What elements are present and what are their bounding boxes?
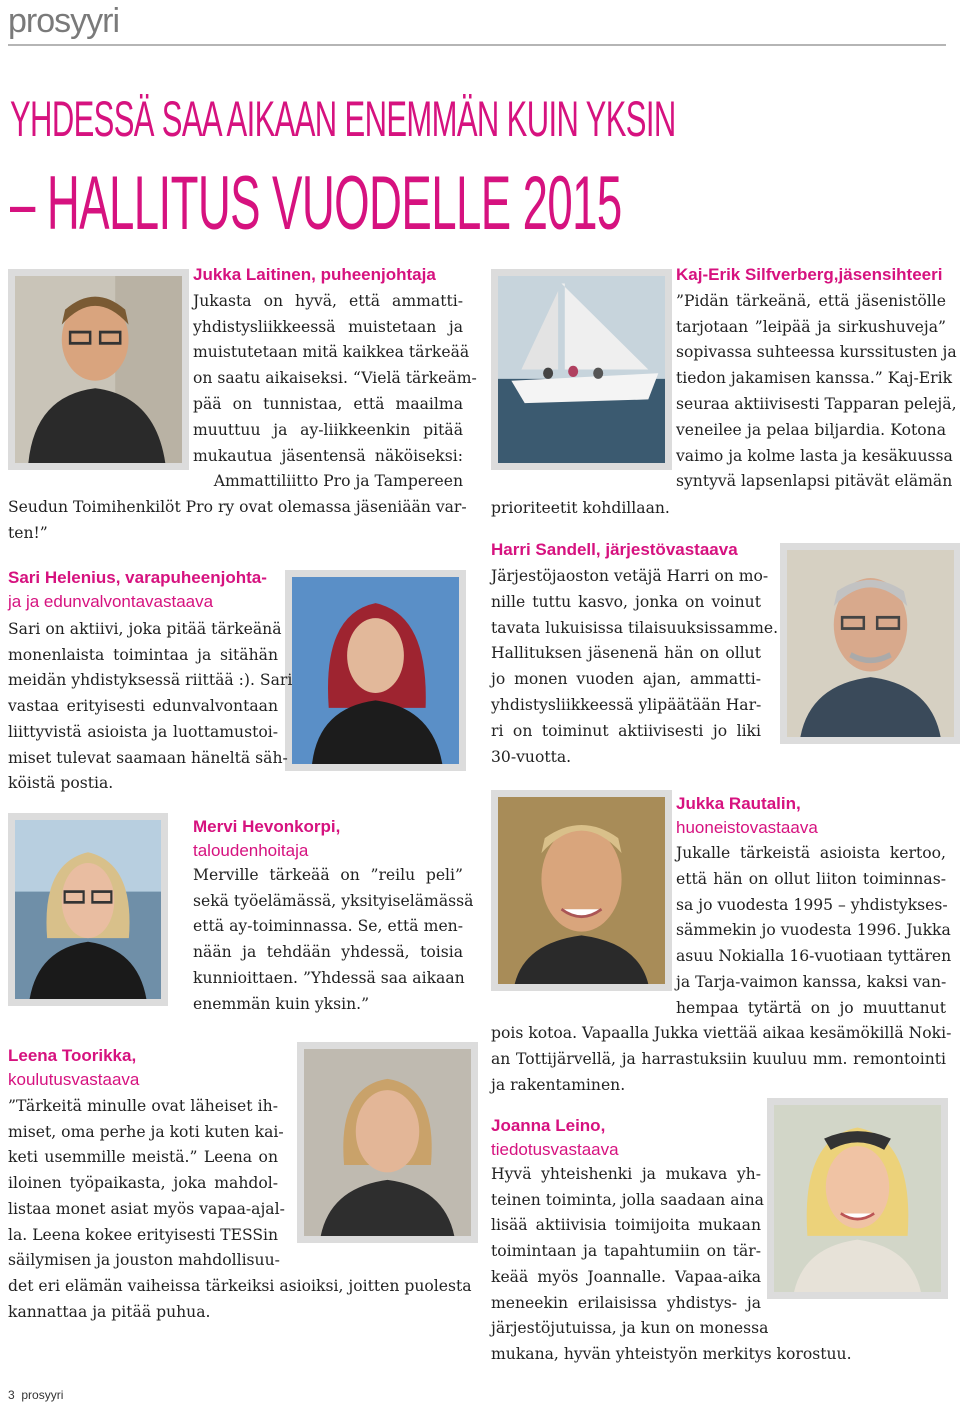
bio-line: mukautua jäsentensä näköiseksi: <box>193 447 463 465</box>
bio-line: an Tottijärvellä, ja harrastuksiin kuuluu mm. remontointi <box>491 1050 946 1068</box>
bio-line: Merville tärkeää on ”reilu peli” <box>193 866 463 884</box>
bio-line: ten!” <box>8 524 48 542</box>
bio-line: nään ja tehdään yhdessä, toisia <box>193 943 463 961</box>
member-name <box>193 263 436 287</box>
bio-line: mukana, hyvän yhteistyön merkitys korostuu. <box>491 1345 852 1363</box>
member-role: koulutusvastaava <box>8 1070 140 1089</box>
photo-harri-sandell <box>780 543 960 744</box>
name-text: Jukka Laitinen, <box>193 265 316 284</box>
bio-line: köistä postia. <box>8 774 114 792</box>
member-role: puheenjohtaja <box>320 265 436 284</box>
bio-line: keää myös Joannalle. Vapaa-aika <box>491 1268 761 1286</box>
bio-line: syntyvä lapsenlapsi pitävät elämän <box>676 472 953 490</box>
member-role-continued: ja ja edunvalvontavastaava <box>8 592 214 611</box>
member-role: tiedotusvastaava <box>491 1140 619 1159</box>
photo-sari-helenius <box>285 570 466 771</box>
bio-line: yhdistysliikkeessä ylipäätään Har- <box>491 696 762 714</box>
portrait-woman-icon <box>304 1049 471 1236</box>
bio-line: ja rakentaminen. <box>491 1076 626 1094</box>
member-role: varapuheenjohta- <box>125 568 267 587</box>
bio-line: säilymisen ja jouston mahdollisuu- <box>8 1251 280 1269</box>
bio-line: Järjestöjaoston vetäjä Harri on mo- <box>491 567 769 585</box>
bio-line: muistutetaan mitä kaikkea tärkeää <box>193 343 470 361</box>
bio-line: vastaa erityisesti edunvalvontaan <box>8 697 278 715</box>
page-number: 3 <box>8 1388 15 1402</box>
bio-line: Hallituksen jäsenenä hän on ollut <box>491 644 761 662</box>
page-subtitle: – HALLITUS VUODELLE 2015 <box>10 161 622 246</box>
photo-kaj-erik-silfverberg <box>491 269 672 470</box>
bio-line: enemmän kuin yksin.” <box>193 995 370 1013</box>
member-role: taloudenhoitaja <box>193 841 309 860</box>
bio-line: ri on toiminut aktiivisesti jo liki <box>491 722 761 740</box>
bio-line: ”Pidän tärkeänä, että jäsenistölle <box>676 292 946 310</box>
bio-line: toimintaan ja tapahtumiin on tär- <box>491 1242 761 1260</box>
bio-line: jo monen vuoden ajan, ammatti- <box>491 670 761 688</box>
header-rule <box>8 44 946 46</box>
bio-line: sekä työelämässä, yksityiselämässä <box>193 892 474 910</box>
portrait-man-icon <box>498 797 665 984</box>
member-name: Mervi Hevonkorpi, <box>193 817 341 836</box>
bio-line: seuraa aktiivisesti Tapparan pelejä, <box>676 395 957 413</box>
bio-line: teinen toiminta, jolla saadaan aina <box>491 1191 764 1209</box>
bio-line: tarjotaan ”leipää ja sirkushuveja” <box>676 318 946 336</box>
name-text: Kaj-Erik Silfverberg, <box>676 265 839 284</box>
bio-line: veneilee ja pelaa biljardia. Kotona <box>676 421 946 439</box>
bio-line: prioriteetit kohdillaan. <box>491 499 670 517</box>
member-name <box>491 538 738 562</box>
bio-line: meneekin erilaisissa yhdistys- ja <box>491 1294 761 1312</box>
portrait-woman-icon <box>292 577 459 764</box>
bio-line: keti usemmille meistä.” Leena on <box>8 1148 278 1166</box>
member-role: järjestövastaava <box>605 540 738 559</box>
sailboat-icon <box>498 276 665 463</box>
bio-line: sopivassa suhteessa kurssitusten ja <box>676 343 957 361</box>
member-name <box>8 566 267 590</box>
member-name: Leena Toorikka, <box>8 1046 137 1065</box>
page-footer <box>8 1388 63 1402</box>
bio-line: Seudun Toimihenkilöt Pro ry ovat olemassa jäseniään var- <box>8 498 467 516</box>
bio-line: on saatu aikaiseksi. “Vielä tärkeäm- <box>193 369 477 387</box>
bio-line: sa jo vuodesta 1995 – yhdistykses- <box>676 896 948 914</box>
bio-line: miset tulevat saamaan häneltä säh- <box>8 749 288 767</box>
bio-line: iloinen työpaikasta, joka mahdol- <box>8 1174 278 1192</box>
member-name <box>676 263 942 287</box>
page-title: YHDESSÄ SAA AIKAAN ENEMMÄN KUIN YKSIN <box>10 91 676 147</box>
bio-line: 30-vuotta. <box>491 748 572 766</box>
bio-line: tavata lukuisissa tilaisuuksissamme. <box>491 619 779 637</box>
bio-line: Hyvä yhteishenki ja mukava yh- <box>491 1165 761 1183</box>
bio-line: kunnioittaen. ”Yhdessä saa aikaan <box>193 969 465 987</box>
bio-line: Sari on aktiivi, joka pitää tärkeänä <box>8 620 282 638</box>
bio-line: monenlaista toimintaa ja sitähän <box>8 646 278 664</box>
photo-joanna-leino <box>767 1098 948 1299</box>
bio-line: sämmekin jo vuodesta 1996. Jukka <box>676 921 951 939</box>
bio-line: det eri elämän vaiheissa tärkeiksi asioiksi, joitten puolesta <box>8 1277 472 1295</box>
brand-logo: prosyyri <box>8 2 120 40</box>
photo-jukka-rautalin <box>491 790 672 991</box>
bio-line: liittyvistä asioista ja luottamustoi- <box>8 723 278 741</box>
bio-line: miset, oma perhe ja koti kuten kai- <box>8 1123 284 1141</box>
bio-line: meidän yhdistyksessä riittää :). Sari <box>8 671 293 689</box>
photo-mervi-hevonkorpi <box>8 813 168 1006</box>
bio-line: muuttuu ja ay-liikkeenkin pitää <box>193 421 463 439</box>
portrait-man-icon <box>787 550 954 737</box>
portrait-woman-icon <box>15 820 161 999</box>
bio-line: järjestöjutuissa, ja kun on monessa <box>491 1319 769 1337</box>
bio-line: pää on tunnistaa, että maailma <box>193 395 463 413</box>
bio-line: ”Tärkeitä minulle ovat läheiset ih- <box>8 1097 278 1115</box>
bio-line: yhdistysliikkeessä muistetaan ja <box>193 318 463 336</box>
bio-line: hempaa tytärtä on jo muuttanut <box>676 999 946 1017</box>
bio-line: Jukalle tärkeistä asioista kertoo, <box>676 844 946 862</box>
portrait-man-icon <box>15 276 182 463</box>
bio-line: la. Leena kokee erityisesti TESSin <box>8 1226 279 1244</box>
bio-line: kannattaa ja pitää puhua. <box>8 1303 211 1321</box>
photo-leena-toorikka <box>297 1042 478 1243</box>
portrait-woman-icon <box>774 1105 941 1292</box>
bio-line: asuu Nokialla 16-vuotiaan tyttären <box>676 947 952 965</box>
photo-jukka-laitinen <box>8 269 189 470</box>
bio-line: että hän on ollut liiton toiminnas- <box>676 870 946 888</box>
member-name: Jukka Rautalin, <box>676 794 801 813</box>
bio-line: Jukasta on hyvä, että ammatti- <box>193 292 463 310</box>
member-name: Joanna Leino, <box>491 1116 606 1135</box>
bio-line: pois kotoa. Vapaalla Jukka viettää aikaa kesämökillä Noki- <box>491 1024 952 1042</box>
name-text: Harri Sandell, <box>491 540 601 559</box>
bio-line: lisää aktiivisia toimijoita mukaan <box>491 1216 761 1234</box>
member-role: huoneistovastaava <box>676 818 818 837</box>
bio-line: vaimo ja kolme lasta ja kesäkuussa <box>676 447 953 465</box>
bio-line: listaa monet asiat myös vapaa-ajal- <box>8 1200 285 1218</box>
member-role: jäsensihteeri <box>838 265 943 284</box>
bio-line: Ammattiliitto Pro ja Tampereen <box>213 472 463 490</box>
bio-line: tiedon jakamisen kanssa.” Kaj-Erik <box>676 369 953 387</box>
footer-brand: prosyyri <box>21 1388 64 1402</box>
name-text: Sari Helenius, <box>8 568 121 587</box>
bio-line: nille tuttu kasvo, jonka on voinut <box>491 593 761 611</box>
bio-line: että ay-toiminnassa. Se, että men- <box>193 917 463 935</box>
bio-line: ja Tarja-vaimon kanssa, kaksi van- <box>676 973 947 991</box>
